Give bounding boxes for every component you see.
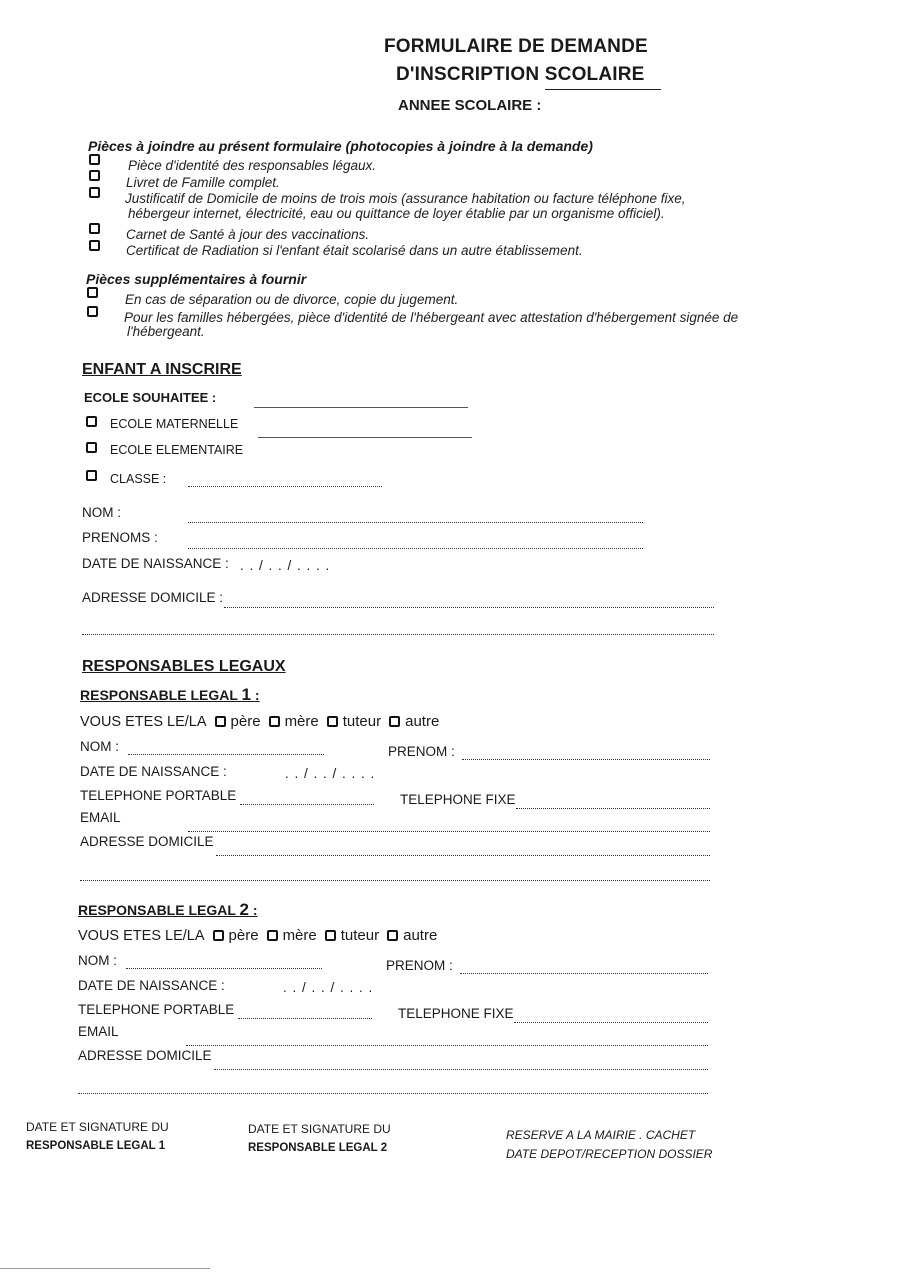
doc-item-identity: Pièce d'identité des responsables légaux. bbox=[128, 158, 376, 173]
guardian1-address-field[interactable] bbox=[216, 855, 710, 856]
guardian2-opt-mere[interactable] bbox=[267, 927, 317, 944]
guardian2-fixe-label: TELEPHONE FIXE bbox=[398, 1006, 514, 1021]
guardian1-checkbox-autre[interactable] bbox=[389, 716, 400, 727]
guardian2-email-label: EMAIL bbox=[78, 1024, 119, 1039]
guardian2-fixe-field[interactable] bbox=[514, 1022, 708, 1023]
guardian2-opt-pere[interactable] bbox=[213, 927, 259, 944]
classe-checkbox[interactable] bbox=[86, 470, 97, 481]
doc-checkbox-identity[interactable] bbox=[89, 154, 100, 165]
extra-checkbox-hebergement[interactable] bbox=[87, 306, 98, 317]
guardian1-birth-value[interactable]: . . / . . / . . . . bbox=[285, 766, 376, 781]
guardian1-mobile-label: TELEPHONE PORTABLE bbox=[80, 788, 237, 803]
mairie-reserved-line1: RESERVE A LA MAIRIE . CACHET bbox=[506, 1128, 696, 1142]
form-title-line2: D'INSCRIPTION SCOLAIRE bbox=[396, 64, 645, 85]
signature-guardian2-line1: DATE ET SIGNATURE DU bbox=[248, 1122, 391, 1136]
doc-item-domicile: Justificatif de Domicile de moins de trois mois (assurance habitation ou facture téléphone fixe, bbox=[125, 191, 686, 206]
maternelle-field[interactable] bbox=[258, 437, 472, 438]
guardian1-email-field[interactable] bbox=[188, 831, 710, 832]
documents-heading: Pièces à joindre au présent formulaire (photocopies à joindre à la demande) bbox=[88, 138, 593, 154]
child-address-label: ADRESSE DOMICILE : bbox=[82, 590, 224, 605]
child-nom-field[interactable] bbox=[188, 522, 643, 523]
extra-item-hebergement-cont: l'hébergeant. bbox=[127, 324, 205, 339]
guardian1-nom-field[interactable] bbox=[128, 754, 324, 755]
guardian2-address-label: ADRESSE DOMICILE bbox=[78, 1048, 212, 1063]
extra-item-jugement: En cas de séparation ou de divorce, copie du jugement. bbox=[125, 292, 459, 307]
guardian1-nom-label: NOM : bbox=[80, 739, 119, 754]
child-prenoms-field[interactable] bbox=[188, 548, 643, 549]
doc-item-livret: Livret de Famille complet. bbox=[126, 175, 280, 190]
guardian2-mobile-field[interactable] bbox=[238, 1018, 372, 1019]
child-prenoms-label: PRENOMS : bbox=[82, 530, 158, 545]
guardian2-nom-label: NOM : bbox=[78, 953, 117, 968]
guardian1-opt-mere-label: mère bbox=[284, 713, 319, 730]
guardian1-opt-pere-label: père bbox=[230, 713, 261, 730]
guardian2-heading-text: RESPONSABLE LEGAL bbox=[78, 902, 240, 918]
guardian1-birth-label: DATE DE NAISSANCE : bbox=[80, 764, 227, 779]
guardian2-vous-etes-label: VOUS ETES LE/LA bbox=[78, 927, 205, 944]
school-wished-field[interactable] bbox=[254, 407, 468, 408]
extra-documents-heading: Pièces supplémentaires à fournir bbox=[86, 271, 307, 287]
guardian2-checkbox-tuteur[interactable] bbox=[325, 930, 336, 941]
guardian1-mobile-field[interactable] bbox=[240, 804, 374, 805]
guardian2-heading bbox=[78, 900, 258, 920]
child-section-heading: ENFANT A INSCRIRE bbox=[82, 361, 242, 378]
child-birth-label: DATE DE NAISSANCE : bbox=[82, 556, 229, 571]
guardian2-checkbox-pere[interactable] bbox=[213, 930, 224, 941]
signature-guardian1-line2: RESPONSABLE LEGAL 1 bbox=[26, 1140, 166, 1152]
guardian2-mobile-label: TELEPHONE PORTABLE bbox=[78, 1002, 235, 1017]
guardian1-address-field-2[interactable] bbox=[80, 880, 710, 881]
mairie-reserved-box bbox=[506, 1126, 712, 1164]
doc-item-sante: Carnet de Santé à jour des vaccinations. bbox=[126, 227, 370, 242]
form-title-line1: FORMULAIRE DE DEMANDE bbox=[384, 36, 648, 57]
guardian1-opt-autre-label: autre bbox=[405, 713, 440, 730]
classe-label: CLASSE : bbox=[110, 472, 167, 486]
doc-checkbox-radiation[interactable] bbox=[89, 240, 100, 251]
signature-guardian2-line2: RESPONSABLE LEGAL 2 bbox=[248, 1142, 388, 1154]
child-address-field[interactable] bbox=[224, 607, 714, 608]
signature-guardian1-line1: DATE ET SIGNATURE DU bbox=[26, 1120, 169, 1134]
guardian2-relation-row bbox=[78, 927, 445, 944]
guardian2-email-field[interactable] bbox=[186, 1045, 708, 1046]
guardian2-opt-autre-label: autre bbox=[403, 927, 438, 944]
guardian1-vous-etes-label: VOUS ETES LE/LA bbox=[80, 713, 207, 730]
guardian1-opt-mere[interactable] bbox=[269, 713, 319, 730]
guardian1-checkbox-pere[interactable] bbox=[215, 716, 226, 727]
school-wished-label: ECOLE SOUHAITEE : bbox=[84, 390, 217, 405]
guardian1-fixe-label: TELEPHONE FIXE bbox=[400, 792, 516, 807]
guardian1-prenom-field[interactable] bbox=[462, 759, 710, 760]
signature-guardian2[interactable] bbox=[248, 1120, 391, 1158]
guardian1-opt-tuteur[interactable] bbox=[327, 713, 381, 730]
guardian1-prenom-label: PRENOM : bbox=[388, 744, 455, 759]
guardian2-birth-label: DATE DE NAISSANCE : bbox=[78, 978, 225, 993]
child-nom-label: NOM : bbox=[82, 505, 121, 520]
doc-item-radiation: Certificat de Radiation si l'enfant était scolarisé dans un autre établissement. bbox=[126, 243, 583, 258]
guardian1-checkbox-mere[interactable] bbox=[269, 716, 280, 727]
guardian1-heading-colon: : bbox=[251, 687, 260, 703]
guardian2-opt-tuteur[interactable] bbox=[325, 927, 379, 944]
guardian1-opt-autre[interactable] bbox=[389, 713, 439, 730]
guardian2-opt-tuteur-label: tuteur bbox=[340, 927, 380, 944]
guardian2-heading-colon: : bbox=[249, 902, 258, 918]
child-birth-value[interactable]: . . / . . / . . . . bbox=[240, 558, 331, 573]
extra-checkbox-jugement[interactable] bbox=[87, 287, 98, 298]
scan-edge-line bbox=[0, 1268, 210, 1269]
signature-guardian1[interactable] bbox=[26, 1118, 169, 1156]
title-underline bbox=[545, 89, 661, 90]
guardian1-fixe-field[interactable] bbox=[516, 808, 710, 809]
guardian1-relation-row bbox=[80, 713, 447, 730]
extra-item-hebergement: Pour les familles hébergées, pièce d'identité de l'hébergeant avec attestation d'hébergement signée de bbox=[124, 310, 739, 325]
guardian1-opt-pere[interactable] bbox=[215, 713, 261, 730]
guardian1-checkbox-tuteur[interactable] bbox=[327, 716, 338, 727]
guardian1-address-label: ADRESSE DOMICILE bbox=[80, 834, 214, 849]
guardian2-heading-num: 2 bbox=[239, 900, 250, 919]
doc-item-domicile-cont: hébergeur internet, électricité, eau ou quittance de loyer établie par un organisme officiel). bbox=[128, 206, 665, 221]
guardian1-heading-text: RESPONSABLE LEGAL bbox=[80, 687, 242, 703]
guardian2-prenom-label: PRENOM : bbox=[386, 958, 453, 973]
guardian2-address-field-2[interactable] bbox=[78, 1093, 708, 1094]
elementaire-checkbox[interactable] bbox=[86, 442, 97, 453]
classe-field[interactable] bbox=[188, 486, 382, 487]
guardian2-birth-value[interactable]: . . / . . / . . . . bbox=[283, 980, 374, 995]
doc-checkbox-domicile[interactable] bbox=[89, 187, 100, 198]
mairie-reserved-line2: DATE DEPOT/RECEPTION DOSSIER bbox=[506, 1147, 713, 1161]
guardian2-prenom-field[interactable] bbox=[460, 973, 708, 974]
guardian1-opt-tuteur-label: tuteur bbox=[342, 713, 382, 730]
guardian1-heading bbox=[80, 685, 260, 705]
maternelle-label: ECOLE MATERNELLE bbox=[110, 417, 239, 431]
doc-checkbox-sante[interactable] bbox=[89, 223, 100, 234]
guardian2-checkbox-mere[interactable] bbox=[267, 930, 278, 941]
guardian2-address-field[interactable] bbox=[214, 1069, 708, 1070]
maternelle-checkbox[interactable] bbox=[86, 416, 97, 427]
guardian2-opt-pere-label: père bbox=[228, 927, 259, 944]
elementaire-label: ECOLE ELEMENTAIRE bbox=[110, 443, 244, 457]
guardian2-checkbox-autre[interactable] bbox=[387, 930, 398, 941]
child-address-field-2[interactable] bbox=[82, 634, 714, 635]
guardian2-opt-autre[interactable] bbox=[387, 927, 437, 944]
doc-checkbox-livret[interactable] bbox=[89, 170, 100, 181]
guardian1-heading-num: 1 bbox=[241, 685, 252, 704]
guardian1-email-label: EMAIL bbox=[80, 810, 121, 825]
guardian2-nom-field[interactable] bbox=[126, 968, 322, 969]
school-year-label: ANNEE SCOLAIRE : bbox=[398, 97, 542, 114]
guardian2-opt-mere-label: mère bbox=[282, 927, 317, 944]
guardians-section-heading: RESPONSABLES LEGAUX bbox=[82, 658, 286, 675]
